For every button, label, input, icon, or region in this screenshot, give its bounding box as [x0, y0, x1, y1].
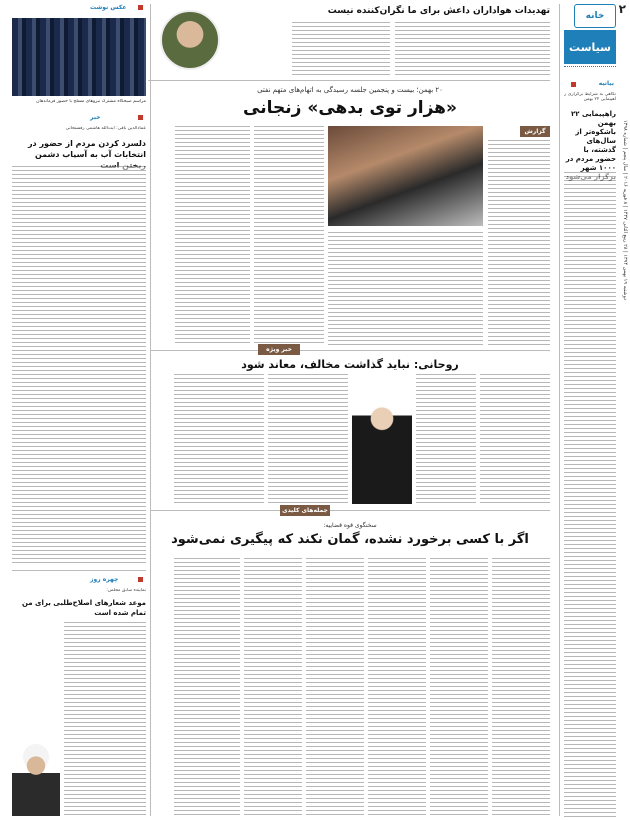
left-column-divider	[150, 4, 151, 816]
rouhani-divider	[150, 510, 550, 511]
bottom-body-col6	[174, 558, 240, 816]
photo-box-icon	[138, 5, 143, 10]
sidebar-intro: نگاهی به شرایط برگزاری راهپیمایی ۲۲ بهمن	[564, 92, 616, 103]
logo	[574, 4, 616, 28]
bottom-body-col4	[306, 558, 364, 816]
lead-body-col3	[254, 126, 324, 345]
logo-text: خانه	[585, 11, 605, 21]
bottom-body-col3	[368, 558, 426, 816]
lead-title: «هزار توی بدهی» زنجانی	[243, 98, 457, 118]
section-banner	[564, 30, 616, 64]
rouhani-photo	[352, 400, 412, 504]
lead-body-col2	[328, 232, 483, 345]
top-divider	[148, 80, 550, 81]
bottom-body-col5	[244, 558, 302, 816]
section-title: سیاست	[569, 40, 611, 54]
left-bottom-icon	[138, 577, 143, 582]
rouhani-title: روحانی: نباید گذاشت مخالف، معاند شود	[241, 358, 459, 371]
sidebar-body	[564, 172, 616, 817]
lead-divider	[150, 350, 550, 351]
left-bottom-body	[64, 622, 146, 816]
rouhani-tag: خبر ویژه	[258, 344, 300, 355]
sidebar-divider	[559, 4, 560, 816]
photo-box-image	[12, 18, 146, 96]
left-column-icon	[138, 115, 143, 120]
left-column-title: دلسرد کردن مردم از حضور در انتخابات آب به آسیاب دشمن	[27, 139, 146, 159]
photo-box-label: عکس نوشت	[90, 4, 127, 11]
sidebar-headline: راهپیمایی ۲۲ بهمن باشکوه‌تر از سال‌های گذشته، با حضور مردم در ۱۰۰۰ شهر	[565, 110, 616, 172]
left-column-body	[12, 166, 146, 566]
page-number: ۲	[618, 2, 626, 16]
bottom-title: اگر با کسی برخورد نشده، گمان نکند که پیگیری نمی‌شود	[171, 532, 529, 547]
lead-kicker: ۲۰ بهمن؛ بیست و پنجمین جلسه رسیدگی به اتهام‌های متهم نفتی	[257, 86, 443, 94]
bottom-body-col2	[430, 558, 488, 816]
sidebar-bullet-icon	[571, 82, 576, 87]
bottom-body-col1	[492, 558, 550, 816]
sidebar-dotted-rule	[564, 66, 616, 69]
rouhani-body-col1	[480, 374, 550, 504]
left-bottom-portrait	[12, 744, 60, 816]
lead-body-col1	[488, 140, 550, 345]
top-story-title: تهدیدات هواداران داعش برای ما نگران‌کننده نیست	[327, 6, 550, 16]
photo-box-caption: مراسم صبحگاه مشترک نیروهای مسلح با حضور فرماندهان	[36, 99, 146, 104]
date-line: دوشنبه ۱۹ بهمن ۱۳۹۴ | ۲۸ ربیع الثانی ۱۴۳۷ | ۸ فوریه ۲۰۱۶ | سال پنجم | شماره ۱۳۹۸	[622, 119, 628, 300]
top-story-body-2	[292, 22, 390, 77]
rouhani-body-col2	[416, 374, 476, 504]
sidebar-label: بیانیه	[598, 80, 614, 87]
top-story-body	[395, 22, 550, 77]
left-column-label: خبر	[90, 114, 101, 121]
left-column-rule	[12, 570, 146, 571]
lead-photo	[328, 126, 483, 226]
left-bottom-label: چهره روز	[90, 576, 119, 583]
left-column-subtitle: عمادالدین باقی: آیت‌الله هاشمی رفسنجانی	[65, 126, 146, 131]
bottom-kicker: سخنگوی قوه قضاییه:	[323, 522, 377, 529]
left-bottom-title: موعد شعارهای اصلاح‌طلبی برای من تمام شده است	[21, 599, 146, 617]
lead-tag: گزارش	[520, 126, 550, 137]
rouhani-body-col4	[174, 374, 264, 504]
left-bottom-kicker: نماینده سابق مجلس:	[106, 588, 146, 593]
top-story-portrait	[160, 10, 220, 70]
bottom-tag: جمله‌های کلیدی	[280, 505, 330, 516]
lead-body-col4	[175, 126, 250, 345]
rouhani-body-col3	[268, 374, 348, 504]
